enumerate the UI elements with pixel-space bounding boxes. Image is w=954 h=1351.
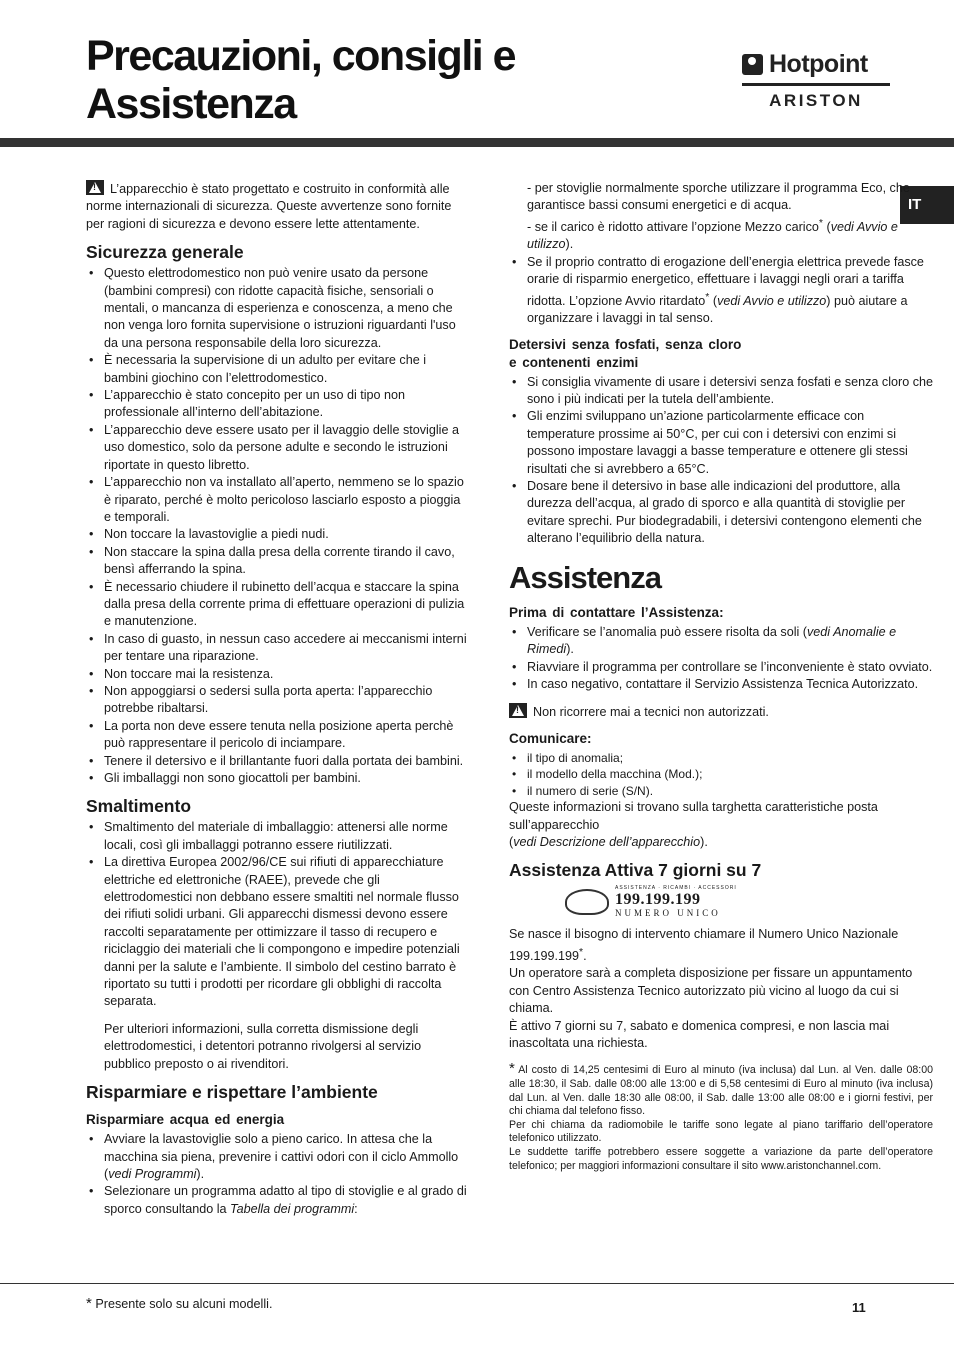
sicurezza-list: [86, 265, 468, 787]
list-item: • È necessaria la supervisione di un adulto per evitare che i bambini giochino con l’elettrodomestico.: [86, 352, 468, 387]
assistenza-heading: Assistenza: [509, 559, 661, 595]
list-item: • Avviare la lavastoviglie solo a pieno carico. In attesa che la macchina sia piena, prevenire i cattivi odori con il ciclo Ammollo (vedi Programmi).: [86, 1131, 468, 1183]
language-tab: IT: [900, 186, 954, 224]
risparmiare-list: [86, 1131, 468, 1218]
asterisk-marker: *: [579, 945, 584, 958]
list-item: • La porta non deve essere tenuta nella posizione aperta perchè può rappresentare il pericolo di inciampare.: [86, 718, 468, 753]
list-item: • Smaltimento del materiale di imballaggio: attenersi alle norme locali, così gli imballaggi potranno essere riutilizzati.: [86, 819, 468, 854]
assistenza-paragraph: Se nasce il bisogno di intervento chiamare il Numero Unico Nazionale 199.199.199*.: [509, 927, 899, 964]
list-item: • Non appoggiarsi o sedersi sulla porta aperta: l’apparecchio potrebbe ribaltarsi.: [86, 683, 468, 718]
list-item: • Dosare bene il detersivo in base alle indicazioni del produttore, alla durezza dell’acqua, al grado di sporco e alla quantità di stoviglie per evitare sprechi. Pur biodegradabili, i detersivi contengono elementi che alterano l’equilibrio della natura.: [509, 478, 933, 548]
tariffa-list: [509, 254, 933, 328]
sicurezza-heading: Sicurezza generale: [86, 242, 244, 263]
warning-note: !Non ricorrere mai a tecnici non autorizzati.: [509, 703, 933, 721]
list-item: • il numero di serie (S/N).: [509, 783, 933, 800]
list-item: • Tenere il detersivo e il brillantante fuori dalla portata dei bambini.: [86, 753, 468, 770]
hotpoint-ariston-logo: [742, 50, 890, 111]
list-item: • L’apparecchio è stato concepito per un uso di tipo non professionale all’interno dell’abitazione.: [86, 387, 468, 422]
asterisk-marker: *: [705, 290, 710, 303]
smaltimento-extra: Per ulteriori informazioni, sulla corretta dismissione degli elettrodomestici, i detentori potranno rivolgersi al servizio pubblico preposto o ai rivenditori.: [104, 1021, 422, 1071]
list-item: • Questo elettrodomestico non può venire usato da persone (bambini compresi) con ridotte capacità fisiche, sensoriali o mentali, o mancanza di esperienza e conoscenza, a meno che non venga loro fornita supervisione o istruzioni riguardanti l'uso da una persona responsabile della loro sicurezza.: [86, 265, 468, 352]
list-item: • Non staccare la spina dalla presa della corrente tirando il cavo, bensì afferrando la spina.: [86, 544, 468, 579]
header-bar: [0, 138, 954, 147]
continuation-eco: - per stoviglie normalmente sporche utilizzare il programma Eco, che garantisce bassi consumi energetici e di acqua.: [527, 181, 910, 213]
asterisk-marker: *: [818, 216, 823, 229]
list-item: • In caso di guasto, in nessun caso accedere ai meccanismi interni per tentare una riparazione.: [86, 631, 468, 666]
reference-link: vedi Programmi: [108, 1166, 197, 1181]
reference-link: vedi Avvio e utilizzo: [717, 293, 827, 308]
telephone-icon: [565, 889, 609, 915]
list-item: • L’apparecchio non va installato all’aperto, nemmeno se lo spazio è riparato, perché è molto pericoloso lasciarlo esposto a pioggia e temporali.: [86, 474, 468, 526]
intro-paragraph: !L’apparecchio è stato progettato e costruito in conformità alle norme internazionali di sicurezza. Queste avvertenze sono fornite per ragioni di sicurezza e devono essere lette attentamente.: [86, 180, 468, 233]
list-item: • Gli enzimi sviluppano un’azione particolarmente efficace con temperature prossime ai 50°C, per cui con i detersivi con enzimi si possono impostare lavaggi a basse temperature e ottenere gli stessi risultati che si avrebbero a 65°C.: [509, 408, 933, 478]
asterisk-marker: *: [86, 1295, 92, 1312]
list-item: • Non toccare mai la resistenza.: [86, 666, 468, 683]
list-item: • Gli imballaggi non sono giocattoli per bambini.: [86, 770, 468, 787]
left-column: [86, 180, 468, 1218]
info-paragraph: Queste informazioni si trovano sulla targhetta caratteristiche posta sull’apparecchio: [509, 800, 878, 832]
attiva-heading: Assistenza Attiva 7 giorni su 7: [509, 860, 762, 881]
reference-link: vedi Avvio e utilizzo: [527, 220, 898, 252]
info-reference: (vedi Descrizione dell’apparecchio).: [509, 835, 708, 850]
page-number: 11: [852, 1300, 866, 1315]
list-item: • Si consiglia vivamente di usare i detersivi senza fosfati e senza cloro che sono i più indicati per la tutela dell’ambiente.: [509, 374, 933, 409]
assistenza-paragraph: Un operatore sarà a completa disposizione per fissare un appuntamento con Centro Assistenza Tecnico autorizzato più vicino al luogo da cui si chiama.: [509, 966, 913, 1016]
tariff-fine-print: * Al costo di 14,25 centesimi di Euro al minuto (iva inclusa) dal Lun. al Ven. dalle 08:00 alle 18:30, il Sab. dalle 08:00 alle 13:00 e di 5,58 centesimi di Euro al minuto (iva inclusa) dal Lun. al Ven. dalle 18:30 alle 08:00, il Sab. dalle 13:00 alle 08:00 e i giorni festivi, per chi chiama dal telefono fisso. Per chi chiama da radiomobile le tariffe sono legate al piano tariffario dell’operatore telefonico utilizzato. Le suddette tariffe potrebbero essere soggette a variazione da parte dell’operatore telefonico; per maggiori informazioni consultare il sito www.aristonchannel.com.: [509, 1060, 933, 1172]
list-item: • Selezionare un programma adatto al tipo di stoviglie e al grado di sporco consultando la Tabella dei programmi:: [86, 1183, 468, 1218]
list-item: • La direttiva Europea 2002/96/CE sui rifiuti di apparecchiature elettriche ed elettroniche (RAEE), prevede che gli elettrodomestici non debbano essere smaltiti nel normale flusso dei rifiuti solidi urbani. Gli apparecchi dismessi devono essere raccolti separatamente per ottimizzare il tasso di recupero e riciclaggio dei materiali che li compongono e impedire potenziali danni per la salute e l’ambiente. Il simbolo del cestino barrato è riportato su tutti i prodotti per ricordare gli obblighi di raccolta separata.: [86, 854, 468, 1011]
list-item: • il modello della macchina (Mod.);: [509, 766, 933, 783]
footnote: * Presente solo su alcuni modelli.: [86, 1295, 273, 1312]
brand-sub: ARISTON: [769, 91, 863, 110]
risparmiare-heading: Risparmiare e rispettare l’ambiente: [86, 1082, 378, 1103]
reference-link: Tabella dei programmi: [230, 1201, 355, 1216]
footer-divider: [0, 1283, 954, 1284]
warning-icon: [86, 180, 104, 195]
page-title: Precauzioni, consigli e Assistenza: [86, 32, 516, 128]
list-item: • L’apparecchio deve essere usato per il lavaggio delle stoviglie a uso domestico, solo da persone adulte e secondo le istruzioni riportate in questo libretto.: [86, 422, 468, 474]
brand-name: Hotpoint: [769, 50, 868, 78]
asterisk-marker: *: [509, 1060, 515, 1078]
assistenza-paragraph: È attivo 7 giorni su 7, sabato e domenica compresi, e non lascia mai inascoltata una richiesta.: [509, 1018, 890, 1051]
list-item: • Non toccare la lavastoviglie a piedi nudi.: [86, 526, 468, 543]
list-item: • il tipo di anomalia;: [509, 750, 933, 767]
list-item: • Riavviare il programma per controllare se l’inconveniente è stato ovviato.: [509, 659, 933, 676]
list-item: • È necessario chiudere il rubinetto dell’acqua e staccare la spina dalla presa della corrente prima di effettuare operazioni di pulizia e manutenzione.: [86, 579, 468, 631]
list-item: • In caso negativo, contattare il Servizio Assistenza Tecnica Autorizzato.: [509, 676, 933, 693]
risparmiare-subheading: Risparmiare acqua ed energia: [86, 1112, 285, 1128]
prima-heading: Prima di contattare l’Assistenza:: [509, 604, 724, 620]
right-column: [509, 180, 933, 1173]
smaltimento-heading: Smaltimento: [86, 796, 192, 817]
reference-link: vedi Anomalie e Rimedi: [527, 624, 897, 657]
hotpoint-mark-icon: [742, 54, 763, 75]
detersivi-heading: Detersivi senza fosfati, senza cloro e contenenti enzimi: [509, 336, 742, 370]
reference-link: vedi Descrizione dell’apparecchio: [513, 835, 701, 850]
continuation-mezzo-carico: - se il carico è ridotto attivare l’opzione Mezzo carico* (vedi Avvio e utilizzo).: [527, 216, 898, 252]
numero-unico-logo: ASSISTENZA · RICAMBI · ACCESSORI 199.199.199 NUMERO UNICO: [565, 885, 933, 918]
warning-icon: [509, 703, 527, 718]
logo-divider: [742, 83, 890, 86]
comunicare-list: [509, 750, 933, 800]
phone-number: 199.199.199: [615, 891, 701, 909]
prima-list: [509, 624, 933, 694]
smaltimento-list: [86, 819, 468, 1010]
list-item: • Verificare se l’anomalia può essere risolta da soli (vedi Anomalie e Rimedi).: [509, 624, 933, 659]
detersivi-list: [509, 374, 933, 548]
list-item: • Se il proprio contratto di erogazione dell’energia elettrica prevede fasce orarie di risparmio energetico, effettuare i lavaggi negli orari a tariffa ridotta. L’opzione Avvio ritardato* (vedi Avvio e utilizzo) può aiutare a organizzare i lavaggi in tal senso.: [509, 254, 933, 328]
comunicare-heading: Comunicare:: [509, 730, 592, 746]
